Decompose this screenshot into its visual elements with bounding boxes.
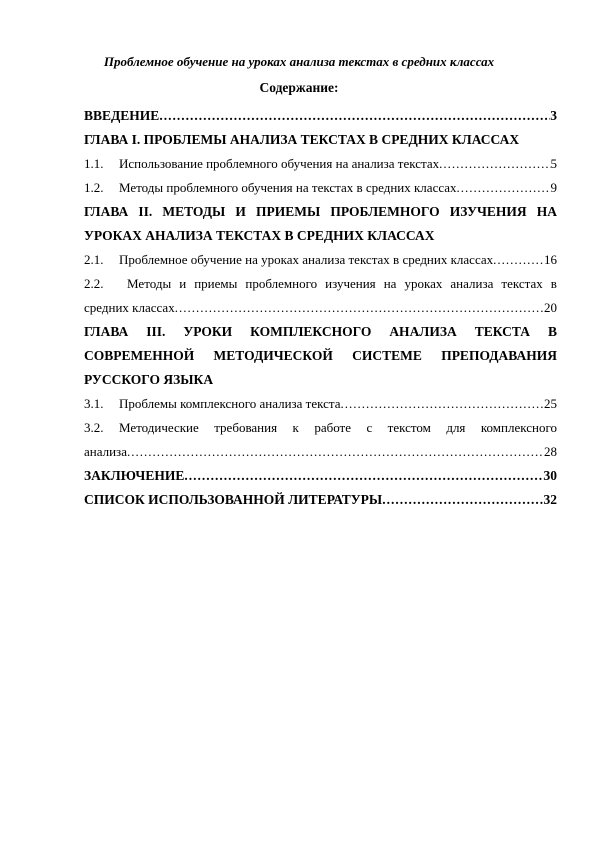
toc-chapter-word: МЕТОДЫ — [162, 204, 226, 219]
toc-chapter-2[interactable] — [84, 200, 557, 224]
toc-entry-conclusion[interactable] — [84, 464, 557, 488]
toc-entry-word: анализа — [450, 276, 494, 291]
toc-chapter-word: АНАЛИЗА — [389, 324, 457, 339]
toc-page-number: 32 — [543, 492, 557, 507]
dot-leader — [341, 392, 544, 416]
toc-entry-word: требования — [214, 420, 278, 435]
toc-entry-word: текстах — [501, 276, 543, 291]
dot-leader — [184, 464, 543, 488]
toc-entry-3-2-continued[interactable] — [84, 440, 557, 464]
toc-entry-word: приемы — [194, 276, 238, 291]
toc-entry-word: Методические — [118, 420, 199, 435]
document-title: Проблемное обучение на уроках анализа текстах в средних классах — [103, 54, 495, 69]
toc-page-number: 16 — [544, 252, 557, 267]
toc-chapter-word: МЕТОДИЧЕСКОЙ — [213, 348, 333, 363]
toc-entry-intro[interactable] — [84, 104, 557, 128]
dot-leader — [175, 296, 544, 320]
toc-chapter-2-continued[interactable] — [84, 224, 557, 248]
toc-chapter-word: ПРОБЛЕМНОГО — [330, 204, 440, 219]
toc-entry-word: комплексного — [480, 420, 557, 435]
toc-entry-label: Проблемное обучение на уроках анализа текстах в средних классах — [119, 252, 494, 267]
toc-entry-2-1[interactable] — [84, 248, 557, 272]
toc-heading: Содержание: — [259, 80, 339, 95]
toc-chapter-word: II. — [138, 204, 153, 219]
toc-entry-2-2-continued[interactable] — [84, 296, 557, 320]
toc-chapter-word: ПРИЕМЫ — [256, 204, 321, 219]
toc-chapter-3-continued[interactable] — [84, 344, 557, 368]
toc-entry-word: Методы — [127, 276, 172, 291]
toc-chapter-word: СИСТЕМЕ — [352, 348, 422, 363]
toc-chapter-word: ИЗУЧЕНИЯ — [449, 204, 527, 219]
toc-page-number: 20 — [544, 300, 557, 315]
toc-entry-number: 2.1. — [84, 252, 104, 267]
toc-chapter-3[interactable] — [84, 320, 557, 344]
toc-chapter-word: ГЛАВА — [84, 324, 129, 339]
toc-chapter-word: НА — [536, 204, 557, 219]
toc-entry-1-2[interactable] — [84, 176, 557, 200]
toc-entry-word: с — [366, 420, 373, 435]
toc-entry-references[interactable] — [84, 488, 557, 512]
toc-entry-label: ВВЕДЕНИЕ — [84, 108, 160, 123]
toc-chapter-word: В — [547, 324, 557, 339]
table-of-contents — [84, 104, 557, 512]
dot-leader — [493, 248, 544, 272]
toc-chapter-word: КОМПЛЕКСНОГО — [250, 324, 372, 339]
toc-entry-label: Использование проблемного обучения на анализа текстах — [119, 156, 440, 171]
toc-chapter-word: III. — [146, 324, 166, 339]
toc-chapter-1[interactable] — [84, 128, 557, 152]
toc-entry-2-2[interactable] — [84, 272, 557, 296]
toc-chapter-word: ТЕКСТА — [474, 324, 530, 339]
dot-leader — [127, 440, 544, 464]
toc-chapter-label: ГЛАВА I. ПРОБЛЕМЫ АНАЛИЗА ТЕКСТАХ В СРЕДНИХ КЛАССАХ — [84, 132, 520, 147]
toc-entry-word: проблемного — [245, 276, 318, 291]
toc-page-number: 28 — [544, 444, 557, 459]
toc-entry-word: к — [292, 420, 299, 435]
dot-leader — [439, 152, 550, 176]
toc-page-number: 25 — [544, 396, 557, 411]
toc-entry-label: анализа — [84, 444, 127, 459]
toc-entry-label: Проблемы комплексного анализа текста — [119, 396, 341, 411]
toc-chapter-label: УРОКАХ АНАЛИЗА ТЕКСТАХ В СРЕДНИХ КЛАССАХ — [84, 228, 435, 243]
toc-entry-label: СПИСОК ИСПОЛЬЗОВАННОЙ ЛИТЕРАТУРЫ — [84, 492, 383, 507]
toc-page-number: 9 — [550, 180, 557, 195]
toc-entry-label: средних классах — [84, 300, 175, 315]
toc-entry-word: 3.2. — [84, 420, 104, 435]
toc-entry-word: текстом — [387, 420, 431, 435]
toc-chapter-word: УРОКИ — [183, 324, 233, 339]
toc-entry-number: 2.2. — [84, 276, 104, 291]
toc-entry-word: на — [383, 276, 397, 291]
dot-leader — [382, 488, 543, 512]
toc-entry-label: Методы проблемного обучения на текстах в средних классах — [119, 180, 457, 195]
toc-entry-word: уроках — [404, 276, 443, 291]
toc-entry-label: ЗАКЛЮЧЕНИЕ — [84, 468, 185, 483]
toc-entry-word: для — [446, 420, 466, 435]
toc-entry-number: 1.1. — [84, 156, 104, 171]
toc-chapter-3-end[interactable] — [84, 368, 557, 392]
dot-leader — [457, 176, 551, 200]
toc-chapter-word: ГЛАВА — [84, 204, 129, 219]
toc-entry-1-1[interactable] — [84, 152, 557, 176]
toc-chapter-word: СОВРЕМЕННОЙ — [84, 348, 195, 363]
toc-page-number: 5 — [550, 156, 557, 171]
toc-entry-word: в — [550, 276, 557, 291]
toc-entry-3-1[interactable] — [84, 392, 557, 416]
toc-entry-word: и — [179, 276, 187, 291]
toc-entry-word: изучения — [325, 276, 376, 291]
toc-chapter-label: РУССКОГО ЯЗЫКА — [84, 372, 214, 387]
toc-entry-number: 1.2. — [84, 180, 104, 195]
toc-page-number: 3 — [550, 108, 557, 123]
dot-leader — [159, 104, 550, 128]
toc-entry-word: работе — [314, 420, 351, 435]
toc-chapter-word: И — [235, 204, 246, 219]
toc-page-number: 30 — [543, 468, 557, 483]
toc-entry-3-2[interactable] — [84, 416, 557, 440]
toc-chapter-word: ПРЕПОДАВАНИЯ — [441, 348, 557, 363]
toc-entry-number: 3.1. — [84, 396, 104, 411]
